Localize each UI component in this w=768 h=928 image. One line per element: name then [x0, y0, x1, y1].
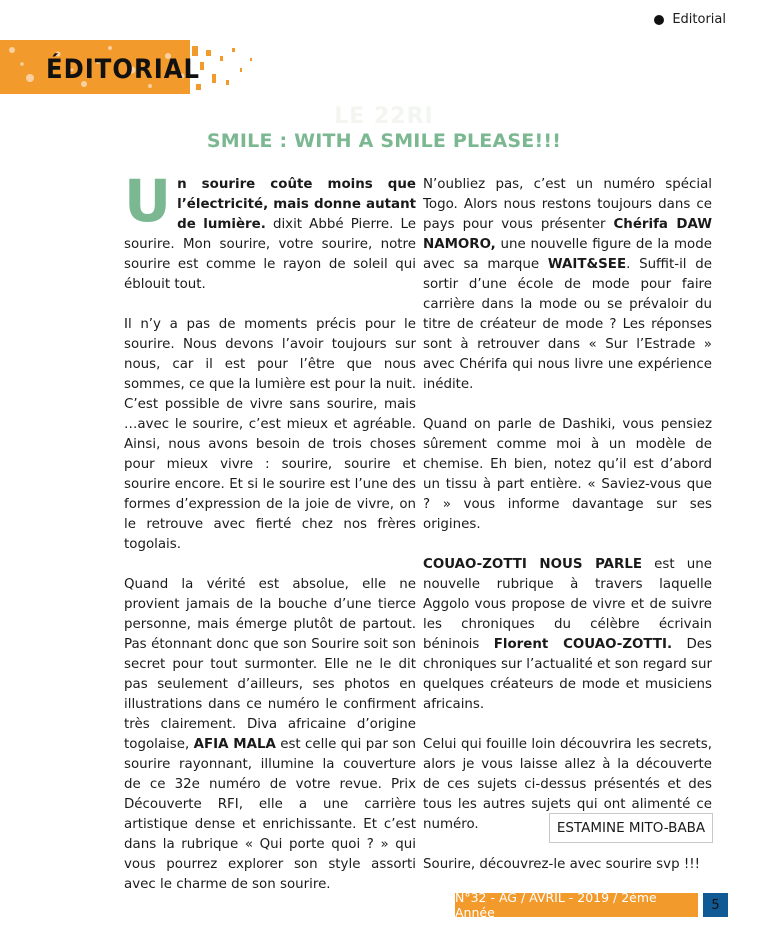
section-label-text: Editorial — [672, 12, 726, 27]
section-label — [654, 12, 726, 27]
text: une nouvelle figure de la mode avec sa marque — [423, 237, 712, 272]
paragraph — [124, 575, 416, 895]
brand-name: WAIT&SEE — [547, 257, 627, 272]
author-signature: ESTAMINE MITO-BABA — [549, 813, 713, 843]
ghost-title: LE 22RI — [334, 104, 434, 129]
right-column — [423, 175, 712, 895]
paragraph — [423, 555, 712, 715]
text: Des chroniques sur l’actualité et son regard sur quelques créateurs de mode et musiciens africains. — [423, 637, 712, 712]
page-number: 5 — [703, 893, 728, 917]
quote-bold: n sourire coûte moins que l’électricité, mais donne autant de lumière. — [177, 177, 416, 232]
paragraph: Celui qui fouille loin découvrira les secrets, alors je vous laisse allez à la découverte de ces sujets ci-dessus présentés et des tous les autres sujets qui ont alimenté ce numéro. — [423, 737, 712, 832]
designer-name: Chérifa DAW NAMORO, — [423, 217, 713, 252]
bullet-icon — [654, 15, 664, 25]
left-column — [124, 167, 416, 915]
text: est celle qui par son sourire rayonnant, illumine la couverture de ce 32e numéro de votre revue. Prix Découverte RFI, elle a une carrière artistique dense et enrichissante. Et c’est dans la rubrique « Qui porte quoi ? » qui vous pourrez explorer son style assorti avec le charme de son sourire. — [124, 737, 416, 892]
artist-name: AFIA MALA — [193, 737, 276, 752]
issue-footer: N°32 - AG / AVRIL - 2019 / 2ème Année — [455, 893, 698, 917]
writer-name: Florent COUAO-ZOTTI. — [493, 637, 673, 652]
drop-cap: U — [124, 167, 172, 235]
paragraph: Quand on parle de Dashiki, vous pensiez sûrement comme moi à un modèle de chemise. Eh bien, notez qu’il est d’abord un tissu à part entière. « Saviez-vous que ? » vous informe davantage sur ses origines. — [423, 417, 712, 532]
text: dixit Abbé Pierre. Le sourire. Mon sourire, votre sourire, notre sourire est comme le rayon de soleil qui éblouit tout. — [124, 217, 416, 292]
rubric-name: COUAO-ZOTTI NOUS PARLE — [423, 557, 643, 572]
text: N’oubliez pas, c’est un numéro spécial Togo. Alors nous restons toujours dans ce pays pour vous présenter — [423, 177, 712, 232]
paragraph: Sourire, découvrez-le avec sourire svp !!! — [423, 857, 700, 872]
paragraph — [124, 167, 416, 295]
banner-title: ÉDITORIAL — [46, 54, 201, 85]
text: est une nouvelle rubrique à travers laquelle Aggolo vous propose de vivre et de suivre les chroniques du célèbre écrivain béninois — [423, 557, 712, 652]
text: Quand la vérité est absolue, elle ne provient jamais de la bouche d’une tierce personne, mais émerge plutôt de partout. Pas étonnant donc que son Sourire soit son secret pour tout surmonter. Elle ne le dit pas seulement d’ailleurs, ses photos en illustrations dans ce numéro le confirment très clairement. Diva africaine d’origine togolaise, — [124, 577, 416, 752]
text: . Suffit-il de sortir d’une école de mode pour faire carrière dans la mode ou se prévaloir du titre de créateur de mode ? Les réponses sont à retrouver dans « Sur l’Estrade » avec Chérifa qui nous livre une expérience inédite. — [423, 257, 712, 392]
paragraph — [423, 175, 712, 395]
article-subtitle: SMILE : WITH A SMILE PLEASE!!! — [206, 130, 562, 152]
paragraph: Il n’y a pas de moments précis pour le sourire. Nous devons l’avoir toujours sur nous, car il est pour l’être que nous sommes, ce que la lumière est pour la nuit. C’est possible de vivre sans sourire, mais …avec le sourire, c’est mieux et agréable. Ainsi, nous avons besoin de trois choses pour mieux vivre : sourire, sourire et sourire encore. Et si le sourire est l’une des formes d’expression de la joie de vivre, on le retrouve avec fierté chez nos frères togolais. — [124, 317, 416, 552]
